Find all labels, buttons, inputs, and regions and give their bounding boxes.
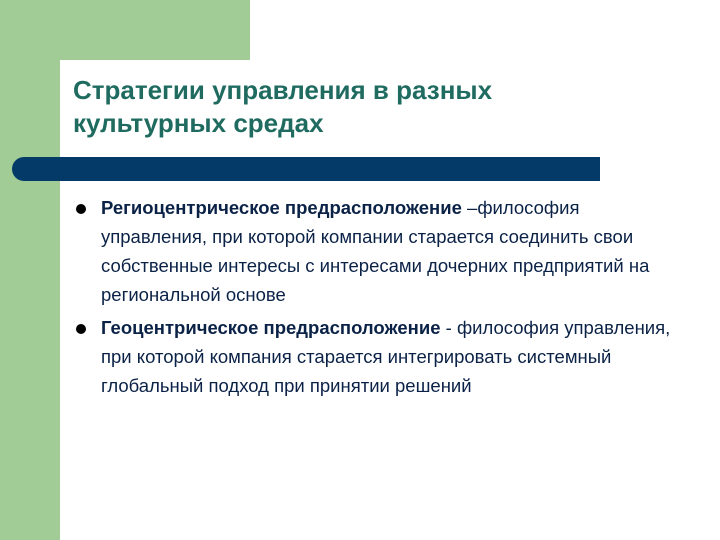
bullet-text: –философия управления, при которой компании старается соединить свои собственные интересы с интересами дочерних предприятий на региональной основе (101, 197, 650, 305)
green-side-stripe (0, 0, 60, 540)
slide-title: Стратегии управления в разных культурных средах (73, 75, 493, 138)
bullet-item-regiocentric (74, 193, 674, 309)
title-divider-bar (12, 157, 600, 181)
bullet-icon (76, 204, 86, 214)
green-top-block (0, 0, 250, 60)
bullet-term: Геоцентрическое предрасположение (101, 317, 441, 338)
bullet-list (74, 193, 674, 404)
bullet-text: - философия управления, при которой компания старается интегрировать системный глобальный подход при принятии решений (101, 317, 671, 396)
bullet-item-geocentric (74, 313, 674, 400)
bullet-icon (76, 324, 86, 334)
bullet-term: Региоцентрическое предрасположение (101, 197, 462, 218)
